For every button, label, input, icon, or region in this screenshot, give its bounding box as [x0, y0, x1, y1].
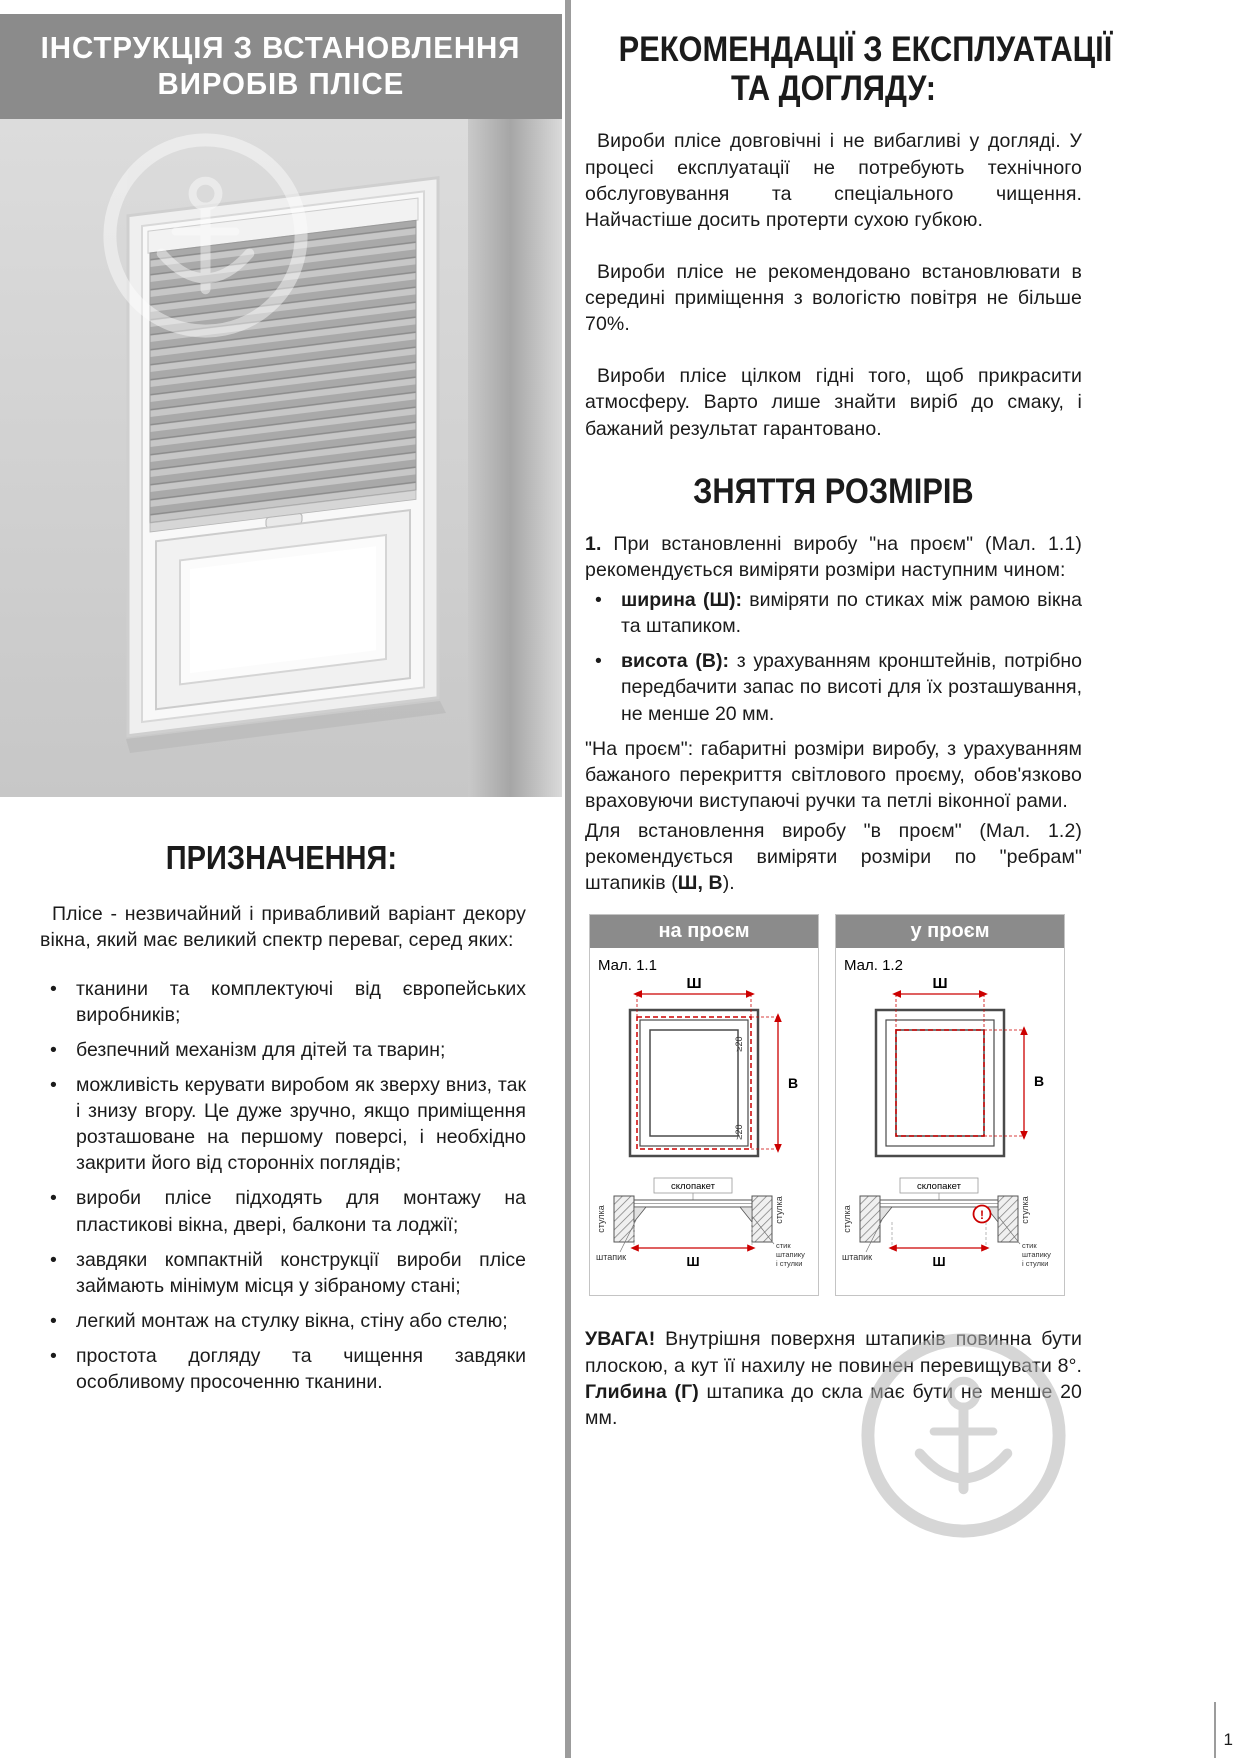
height-label: В [1033, 1073, 1045, 1090]
bead-wedge-left [634, 1207, 646, 1222]
diagrams-row [589, 914, 1082, 1296]
min20-label-top: ≥20 [734, 1036, 744, 1052]
sash-label-left: стулка [842, 1205, 852, 1234]
measuring-list [585, 587, 1082, 727]
width-definition: виміряти по стиках між рамою вікна та штапиком. [621, 589, 1082, 638]
glazing-label: склопакет [671, 1181, 715, 1193]
height-definition: з урахуванням кронштейнів, потрібно передбачити запас по висоті для їх розташування, не менше 20 мм. [621, 650, 1082, 725]
figure-label: Мал. 1.1 [598, 957, 657, 975]
figure-label: Мал. 1.2 [844, 957, 903, 975]
wall-corner-shadow [468, 119, 562, 797]
column-divider [565, 0, 571, 1758]
joint-label-3: і стулки [1022, 1259, 1049, 1269]
purpose-title [0, 839, 562, 877]
feature-item: • легкий монтаж на стулку вікна, стіну або стелю; [40, 1308, 526, 1334]
measuring-intro [585, 531, 1082, 583]
care-paragraph-3: Вироби плісе цілком гідні того, щоб прикрасити атмосферу. Варто лише знайти виріб до смаку, і бажаний результат гарантовано. [585, 365, 1082, 440]
section-width-label: Ш [932, 1254, 946, 1270]
care-paragraph-2: Вироби плісе не рекомендовано встановлювати в середині приміщення з вологістю повітря не більше 70%. [585, 260, 1082, 336]
diagram-panel-inside [835, 914, 1065, 1296]
section-width-label: Ш [686, 1254, 700, 1270]
height-term: висота (В): [621, 650, 729, 673]
window-blind-illustration [0, 119, 562, 797]
purpose-title-text: ПРИЗНАЧЕННЯ: [165, 839, 397, 877]
feature-item: • тканини та комплектуючі від європейських виробників; [40, 976, 526, 1028]
bead-wedge-left [880, 1207, 892, 1222]
inside-text-post: ). [722, 872, 735, 895]
measuring-intro-text: При встановленні виробу "на проєм" (Мал. 1.1) рекомендується виміряти розміри наступним чином: [585, 532, 1082, 581]
care-title-line1: РЕКОМЕНДАЦІЇ З ЕКСПЛУАТАЦІЇ [618, 30, 1113, 69]
feature-item: • завдяки компактній конструкції вироби плісе займають мінімум місця у зібраному стані; [40, 1247, 526, 1299]
measuring-title-text: ЗНЯТТЯ РОЗМІРІВ [693, 471, 974, 511]
diagram-window-glass [650, 1030, 738, 1136]
feature-item: • можливість керувати виробом як зверху вниз, так і знизу вгору. Це дуже зручно, якщо приміщення розташоване на першому поверсі, і необхідно закрити його від сторонніх поглядів; [40, 1072, 526, 1177]
diagram-panel-overlay [589, 914, 819, 1296]
glazing-label: склопакет [917, 1181, 961, 1193]
footer-rule [1214, 1702, 1216, 1758]
height-label: В [787, 1075, 799, 1092]
measuring-paragraph-overlay: "На проєм": габаритні розміри виробу, з урахуванням бажаного перекриття світлового проєму, обов'язково враховуючи виступаючі ручки та петлі віконної рами. [585, 737, 1082, 812]
measuring-intro-number: 1. [585, 532, 602, 555]
joint-label-2: штапику [776, 1250, 805, 1260]
width-label: Ш [932, 975, 948, 993]
diagram-inside-figure [836, 948, 1062, 1290]
attention-text-2: штапика до скла має бути не менше 20 мм. [585, 1380, 1082, 1429]
diagram-panel-inside-body [836, 948, 1064, 1295]
window-blind-photo [0, 119, 562, 797]
feature-item: • вироби плісе підходять для монтажу на пластикові вікна, двері, балкони та лоджії; [40, 1185, 526, 1237]
right-column [585, 0, 1113, 1435]
sash-label-right: стулка [774, 1196, 784, 1225]
diagram-panel-overlay-header: на проєм [590, 915, 818, 948]
window-group [128, 178, 438, 736]
document-title-line2 [0, 66, 562, 102]
feature-item: • безпечний механізм для дітей та тварин; [40, 1037, 526, 1063]
bead-wedge-right [740, 1207, 752, 1222]
document-title-text2: ВИРОБІВ ПЛІСЕ [157, 65, 405, 101]
measuring-item [585, 587, 1082, 639]
document-title-banner [0, 14, 562, 119]
pleated-blind [150, 221, 416, 524]
diagram-overlay-figure [590, 948, 816, 1290]
attention-label: УВАГА! [585, 1328, 656, 1351]
joint-label-2: штапику [1022, 1250, 1051, 1260]
inside-text-bold: Ш, В [677, 872, 723, 895]
purpose-intro: Плісе - незвичайний і привабливий варіант декору вікна, який має великий спектр переваг, серед яких: [40, 903, 526, 952]
care-paragraph-1: Вироби плісе довговічні і не вибагливі у догляді. У процесі експлуатації не потребують технічного обслуговування та спеціального чищення. Найчастіше досить протерти сухою губкою. [585, 130, 1082, 231]
joint-label-3: і стулки [776, 1259, 803, 1269]
document-title-line1 [0, 30, 562, 66]
care-title-line2: ТА ДОГЛЯДУ: [731, 69, 936, 109]
inside-text-pre: Для встановлення виробу "в проєм" (Мал. 1.2) рекомендується виміряти розміри по "ребрам" штапиків ( [585, 820, 1082, 895]
measuring-paragraph-inside [585, 818, 1082, 896]
attention-depth-term: Глибина (Г) [585, 1380, 699, 1403]
left-column [0, 0, 562, 1404]
diagram-window-glass [896, 1030, 984, 1136]
width-term: ширина (Ш): [621, 589, 743, 612]
joint-label-1: стик [776, 1241, 791, 1251]
feature-item: • простота догляду та чищення завдяки особливому просоченню тканини. [40, 1343, 526, 1395]
attention-text-1: Внутрішня поверхня штапиків повинна бути плоскою, а кут її нахилу не повинен перевищувати 8°. [585, 1328, 1082, 1377]
care-title [585, 30, 1113, 109]
warning-exclamation: ! [980, 1208, 984, 1223]
page-number: 1 [1223, 1730, 1233, 1749]
width-label: Ш [686, 975, 702, 993]
bead-label: штапик [596, 1252, 627, 1263]
measuring-item [585, 648, 1082, 726]
sash-label-left: стулка [596, 1205, 606, 1234]
min20-label-bottom: ≥20 [734, 1124, 744, 1140]
sash-section-right [998, 1196, 1018, 1242]
sash-label-right: стулка [1020, 1196, 1030, 1225]
attention-paragraph [585, 1326, 1082, 1431]
measuring-title [585, 472, 1082, 511]
document-title-text1: ІНСТРУКЦІЯ З ВСТАНОВЛЕННЯ [41, 30, 521, 65]
page-footer [1214, 1702, 1237, 1758]
sash-section-left [614, 1196, 634, 1242]
sash-section-left [860, 1196, 880, 1242]
diagram-panel-overlay-body [590, 948, 818, 1295]
diagram-panel-inside-header: у проєм [836, 915, 1064, 948]
joint-label-1: стик [1022, 1241, 1037, 1251]
bead-label: штапик [842, 1252, 873, 1263]
sash-section-right [752, 1196, 772, 1242]
features-list [40, 976, 526, 1396]
